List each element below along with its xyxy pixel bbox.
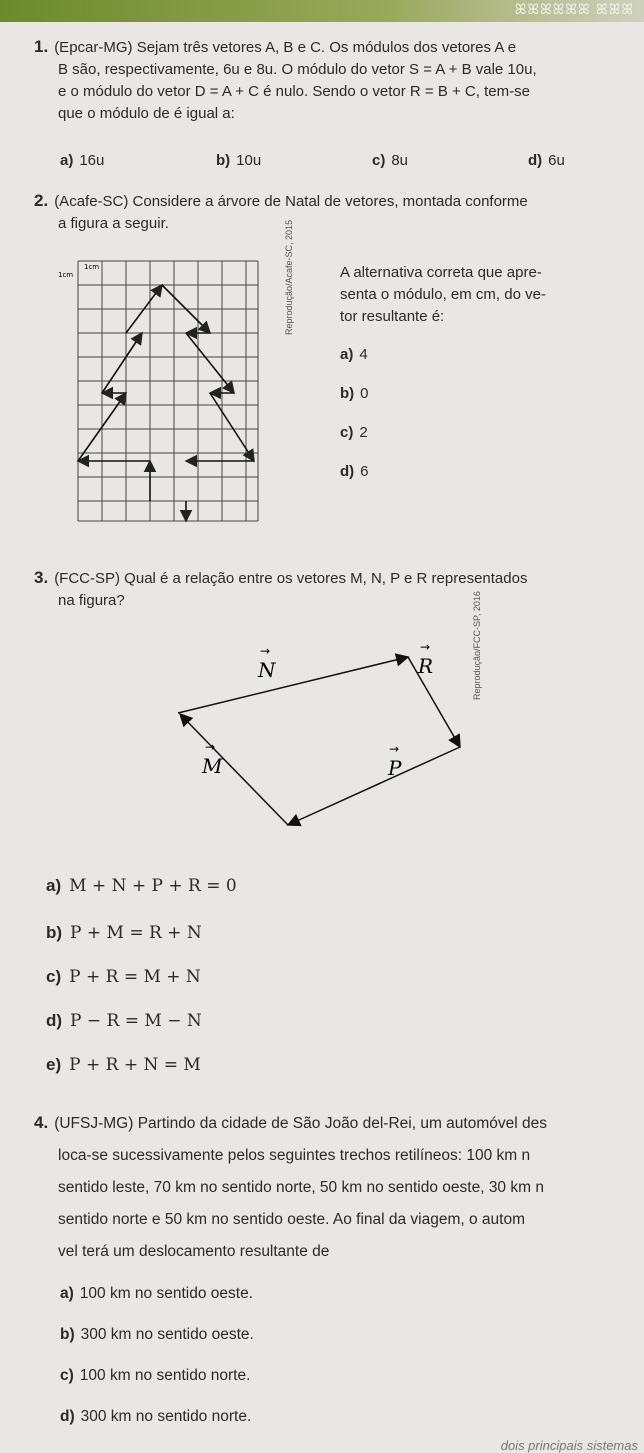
q4-option-c[interactable] [60, 1367, 250, 1385]
question-number: 2. [34, 191, 49, 210]
q2-side2: senta o módulo, em cm, do ve- [340, 286, 546, 303]
q4-option-b[interactable] [60, 1326, 254, 1344]
q2-side-text [340, 262, 640, 328]
option-letter: e) [46, 1055, 62, 1074]
q4-line5: vel terá um deslocamento resultante de [58, 1243, 330, 1260]
tree-vectors [78, 285, 254, 521]
q2-option-a[interactable] [340, 346, 368, 363]
arrow-P-icon: → [389, 742, 400, 756]
footer-text: dois principais sistemas [500, 1438, 638, 1453]
q3-line1: (FCC-SP) Qual é a relação entre os vetores M, N, P e R representados [54, 570, 528, 587]
vector-R [408, 657, 460, 747]
q1-line1: (Epcar-MG) Sejam três vetores A, B e C. Os módulos dos vetores A e [54, 39, 517, 56]
option-text: 300 km no sentido norte. [80, 1408, 252, 1425]
option-text: 4 [359, 346, 368, 363]
option-letter: a) [60, 152, 74, 169]
q2-line2: a figura a seguir. [58, 215, 169, 232]
vector-11 [102, 333, 142, 393]
q1-line2: B são, respectivamente, 6u e 8u. O módulo do vetor S = A + B vale 10u, [58, 61, 537, 78]
option-text: P + R = M + N [69, 967, 201, 987]
option-letter: b) [216, 152, 231, 169]
q2-option-c[interactable] [340, 424, 368, 441]
q1-option-d[interactable] [528, 152, 565, 169]
option-text: M + N + P + R = 0 [69, 876, 237, 896]
option-letter: b) [60, 1326, 75, 1343]
option-letter: c) [372, 152, 386, 169]
vector-4 [186, 333, 234, 393]
vector-N [178, 657, 408, 713]
q2-side3: tor resultante é: [340, 308, 445, 325]
q3-option-e[interactable] [46, 1055, 201, 1075]
q3-line2: na figura? [58, 592, 125, 609]
arrow-R-icon: → [420, 640, 431, 654]
figure-credit: Reprodução/FCC-SP, 2016 [472, 591, 482, 700]
q3-option-d[interactable] [46, 1011, 202, 1031]
option-text: 100 km no sentido oeste. [79, 1285, 253, 1302]
option-text: 0 [360, 385, 369, 402]
q3-option-a[interactable] [46, 876, 237, 896]
option-text: 8u [391, 152, 409, 169]
q1-option-c[interactable] [372, 152, 408, 169]
arrow-N-icon: → [260, 644, 271, 658]
q4-line2: loca-se sucessivamente pelos seguintes trechos retilíneos: 100 km n [58, 1147, 531, 1164]
option-letter: d) [528, 152, 543, 169]
footer [0, 1438, 644, 1453]
question-2 [34, 190, 634, 235]
arrow-M-icon: → [205, 740, 216, 754]
question-number: 1. [34, 37, 49, 56]
vector-M [180, 714, 288, 825]
option-letter: d) [60, 1408, 75, 1425]
option-letter: c) [60, 1367, 74, 1384]
option-letter: d) [46, 1011, 63, 1030]
option-text: 6 [360, 463, 369, 480]
option-letter: c) [46, 967, 62, 986]
option-letter: a) [46, 876, 62, 895]
option-text: 16u [79, 152, 105, 169]
option-text: P + M = R + N [70, 923, 202, 943]
q2-option-b[interactable] [340, 385, 369, 402]
question-3 [34, 567, 639, 612]
q4-line3: sentido leste, 70 km no sentido norte, 50 km no sentido oeste, 30 km n [58, 1179, 544, 1196]
label-P: P [388, 756, 402, 780]
option-text: P + R + N = M [69, 1055, 201, 1075]
option-letter: b) [46, 923, 63, 942]
label-M: M [202, 754, 223, 778]
option-letter: a) [60, 1285, 74, 1302]
q2-option-d[interactable] [340, 463, 369, 480]
q1-option-a[interactable] [60, 152, 104, 169]
label-R: R [418, 654, 434, 678]
q4-line1: (UFSJ-MG) Partindo da cidade de São João del-Rei, um automóvel des [54, 1115, 547, 1132]
q2-side1: A alternativa correta que apre- [340, 264, 542, 281]
option-letter: a) [340, 346, 354, 363]
scale-label-horizontal: 1cm [84, 263, 100, 271]
question-4 [34, 1107, 642, 1268]
header-band [0, 0, 644, 22]
vector-tree-figure [58, 255, 268, 525]
q3-option-b[interactable] [46, 923, 202, 943]
q4-option-a[interactable] [60, 1285, 253, 1303]
q4-line4: sentido norte e 50 km no sentido oeste. Ao final da viagem, o autom [58, 1211, 526, 1228]
quadrilateral-vector-figure [170, 625, 490, 835]
option-text: 300 km no sentido oeste. [80, 1326, 254, 1343]
q4-option-d[interactable] [60, 1408, 251, 1426]
option-text: P − R = M − N [70, 1011, 202, 1031]
label-N: N [258, 658, 276, 682]
grid [78, 261, 258, 521]
vector-P [288, 747, 460, 825]
header-decoration: ꕤꕤꕤꕤꕤꕤ ꕤꕤꕤ [514, 2, 634, 18]
question-number: 3. [34, 568, 49, 587]
vector-6 [210, 393, 254, 461]
q1-option-b[interactable] [216, 152, 261, 169]
q1-line3: e o módulo do vetor D = A + C é nulo. Sendo o vetor R = B + C, tem-se [58, 83, 530, 100]
option-letter: b) [340, 385, 355, 402]
q2-line1: (Acafe-SC) Considere a árvore de Natal de vetores, montada conforme [54, 193, 528, 210]
question-1 [34, 36, 634, 125]
option-text: 10u [236, 152, 262, 169]
option-text: 2 [359, 424, 368, 441]
q3-option-c[interactable] [46, 967, 201, 987]
scale-label-vertical: 1cm [58, 271, 74, 279]
option-text: 6u [548, 152, 565, 169]
option-letter: d) [340, 463, 355, 480]
figure-credit: Reprodução/Acafe-SC, 2015 [284, 219, 294, 335]
q1-line4: que o módulo de é igual a: [58, 105, 235, 122]
option-letter: c) [340, 424, 354, 441]
question-number: 4. [34, 1113, 49, 1132]
option-text: 100 km no sentido norte. [79, 1367, 251, 1384]
